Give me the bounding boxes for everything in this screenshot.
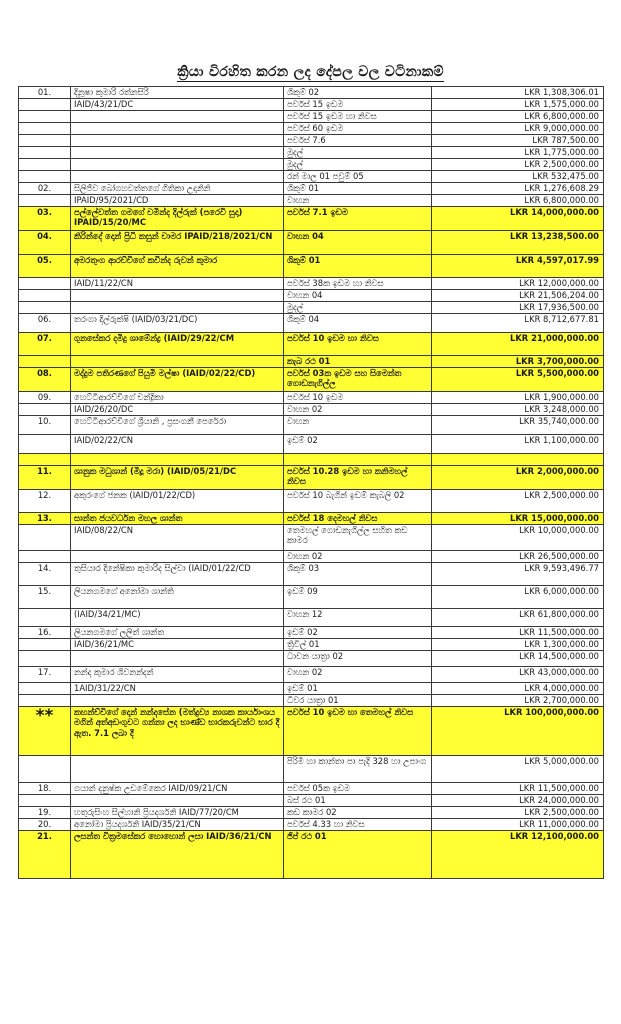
row-number: 01. <box>19 87 71 99</box>
title-text: ක්‍රියා විරහිත කරන ලද දේපල වල වටිනාකම් <box>177 64 444 80</box>
asset-description: පර්වස් 7.6 <box>284 135 432 147</box>
row-number <box>19 278 71 290</box>
table-row <box>19 551 604 563</box>
asset-description: ශිකුම් 01 <box>284 255 432 278</box>
suspect-name <box>71 551 284 563</box>
table-row <box>19 356 604 368</box>
asset-value: LKR 24,000,000.00 <box>432 795 604 807</box>
asset-description: පර්වස් 60 ඉඩම <box>284 123 432 135</box>
row-number <box>19 171 71 183</box>
asset-value: LKR 5,000,000.00 <box>432 756 604 783</box>
asset-description: වාහන 12 <box>284 609 432 627</box>
asset-description: පර්වස් 10 ඉඩම හා තෙමහල් නිවස <box>284 707 432 756</box>
row-number: 07. <box>19 333 71 356</box>
asset-value: LKR 15,000,000.00 <box>432 513 604 525</box>
row-number <box>19 551 71 563</box>
asset-description: රන් මාල 01 පවුම් 05 <box>284 171 432 183</box>
table-row <box>19 99 604 111</box>
asset-description: පිරිමි හා කාන්තා පා පැදි 328 හා උපාංග <box>284 756 432 783</box>
table-row <box>19 651 604 667</box>
row-number: 11. <box>19 466 71 490</box>
asset-value: LKR 1,775,000.00 <box>432 147 604 159</box>
table-row <box>19 290 604 302</box>
table-row <box>19 435 604 454</box>
asset-value: LKR 9,593,496.77 <box>432 563 604 586</box>
row-number <box>19 290 71 302</box>
asset-value: LKR 14,000,000.00 <box>432 207 604 231</box>
row-number <box>19 111 71 123</box>
suspect-name: කහන්ච්චිගේ දොන් නන්දසේන (මත්ද්‍රව්‍ය නාශක කාර්යාංශය මගින් අත්අඩංගුවට ගන්නා ලද භාණ්ඩ භාරකරුවන්ට භාර දී ඇත. 7.1 ලබා දී <box>71 707 284 756</box>
row-number <box>19 147 71 159</box>
row-number <box>19 683 71 695</box>
asset-value: LKR 35,740,000.00 <box>432 416 604 435</box>
table-row <box>19 466 604 490</box>
table-row <box>19 171 604 183</box>
asset-description: ධීවර යාත්‍රා 01 <box>284 695 432 707</box>
suspect-name: අනෝමා ප්‍රියදර්ශනි IAID/35/21/CN <box>71 819 284 831</box>
suspect-name: IAID/36/21/MC <box>71 639 284 651</box>
table-row <box>19 683 604 695</box>
suspect-name: ගුනසේකර දමිදු ශාමේන්ද්‍ර (IAID/29/22/CM <box>71 333 284 356</box>
suspect-name: ගයාන් දනුෂ්ක උඩමේකෙර IAID/09/21/CN <box>71 783 284 795</box>
asset-description: ශිකුම් 03 <box>284 563 432 586</box>
table-row <box>19 87 604 99</box>
asset-value <box>432 454 604 466</box>
suspect-name: හතුරුසිංහ සිල්හානි ප්‍රියදර්ශනි IAID/77/20/CM <box>71 807 284 819</box>
asset-value: LKR 3,248,000.00 <box>432 404 604 416</box>
asset-description: ධාවන යාත්‍රා 02 <box>284 651 432 667</box>
row-number: 10. <box>19 416 71 435</box>
asset-description: බස් රථ 01 <box>284 795 432 807</box>
table-row <box>19 627 604 639</box>
asset-description <box>284 454 432 466</box>
asset-description: වාහන 04 <box>284 290 432 302</box>
asset-description: ශිකුම් 04 <box>284 314 432 333</box>
asset-value: LKR 8,712,677.81 <box>432 314 604 333</box>
row-number: 02. <box>19 183 71 195</box>
asset-description: පර්වස් 38ක ඉඩම හා නිවස <box>284 278 432 290</box>
asset-value: LKR 100,000,000.00 <box>432 707 604 756</box>
table-row <box>19 454 604 466</box>
table-row <box>19 525 604 551</box>
table-row <box>19 147 604 159</box>
asset-description: ශිකුම් 02 <box>284 87 432 99</box>
asset-description: පර්වස් 10.28 ඉඩම හා කනිමහල් නිවස <box>284 466 432 490</box>
asset-value: LKR 6,800,000.00 <box>432 195 604 207</box>
suspect-name <box>71 302 284 314</box>
row-number <box>19 609 71 627</box>
suspect-name: IAID/11/22/CN <box>71 278 284 290</box>
row-number: 05. <box>19 255 71 278</box>
row-number <box>19 756 71 783</box>
asset-description: කැබ රථ 01 <box>284 356 432 368</box>
row-number <box>19 435 71 454</box>
table-row <box>19 783 604 795</box>
asset-description: ඉඩම් 02 <box>284 435 432 454</box>
asset-description: පර්වස් 15 ඉඩම <box>284 99 432 111</box>
asset-description: ජිප් රථ 01 <box>284 831 432 879</box>
asset-value: LKR 5,500,000.00 <box>432 368 604 392</box>
asset-description: පර්වස් 10 බැගින් ඉඩම් කැබලි 02 <box>284 490 432 513</box>
asset-description: මුදල් <box>284 159 432 171</box>
asset-description: වාහන <box>284 195 432 207</box>
asset-value: LKR 2,000,000.00 <box>432 466 604 490</box>
asset-description: ඉඩම් 09 <box>284 586 432 609</box>
suspect-name: අකුරංගේ ජනක (IAID/01/22/CD) <box>71 490 284 513</box>
table-row <box>19 416 604 435</box>
asset-description: පර්වස් 05ක ඉඩම <box>284 783 432 795</box>
table-row <box>19 195 604 207</box>
row-number: 17. <box>19 667 71 683</box>
table-row <box>19 831 604 879</box>
asset-description: මුදල් <box>284 302 432 314</box>
suspect-name: IAID/43/21/DC <box>71 99 284 111</box>
table-row <box>19 123 604 135</box>
asset-description: ඉඩම් 02 <box>284 627 432 639</box>
asset-value: LKR 1,900,000.00 <box>432 392 604 404</box>
table-row <box>19 231 604 255</box>
row-number: 20. <box>19 819 71 831</box>
table-row <box>19 255 604 278</box>
suspect-name: ලසන්ත වික්‍රමසේකර හොහොන් ලසා IAID/36/21/CN <box>71 831 284 879</box>
asset-description: වාහන 02 <box>284 551 432 563</box>
asset-description: පර්වස් 10 ඉඩම <box>284 392 432 404</box>
asset-value: LKR 1,308,306.01 <box>432 87 604 99</box>
asset-description: පර්වස් 4.33 හා නිවස <box>284 819 432 831</box>
asset-value: LKR 12,000,000.00 <box>432 278 604 290</box>
row-number <box>19 795 71 807</box>
suspect-name: (IAID/34/21/MC) <box>71 609 284 627</box>
suspect-name: නන්ද කුමාර ශිවනන්දන් <box>71 667 284 683</box>
asset-value: LKR 2,500,000.00 <box>432 159 604 171</box>
row-number: 18. <box>19 783 71 795</box>
asset-value: LKR 1,300,000.00 <box>432 639 604 651</box>
table-row <box>19 392 604 404</box>
suspect-name <box>71 111 284 123</box>
asset-description: ඉඩම් 01 <box>284 683 432 695</box>
table-row <box>19 490 604 513</box>
asset-value: LKR 1,100,000.00 <box>432 435 604 454</box>
asset-value: LKR 1,276,608.29 <box>432 183 604 195</box>
asset-value: LKR 1,575,000.00 <box>432 99 604 111</box>
suspect-name <box>71 135 284 147</box>
row-number <box>19 695 71 707</box>
asset-description: පර්වස් 18 දෙමහල් නිවස <box>284 513 432 525</box>
table-row <box>19 207 604 231</box>
table-row <box>19 756 604 783</box>
row-number: 12. <box>19 490 71 513</box>
suspect-name <box>71 290 284 302</box>
asset-value: LKR 61,800,000.00 <box>432 609 604 627</box>
suspect-name <box>71 795 284 807</box>
asset-value: LKR 4,000,000.00 <box>432 683 604 695</box>
row-number: 03. <box>19 207 71 231</box>
table-row <box>19 819 604 831</box>
table-row <box>19 135 604 147</box>
asset-description: පර්වස් 7.1 ඉඩම <box>284 207 432 231</box>
row-number <box>19 123 71 135</box>
suspect-name <box>71 695 284 707</box>
suspect-name: හෙට්ටිආරච්චිගේ ශ්‍රියානි , ප්‍රසංගනී පෙරේරා <box>71 416 284 435</box>
asset-table <box>18 86 604 879</box>
table-row <box>19 314 604 333</box>
row-number: 08. <box>19 368 71 392</box>
row-number: 06. <box>19 314 71 333</box>
asset-description: ශිකුම් 01 <box>284 183 432 195</box>
asset-value: LKR 12,100,000.00 <box>432 831 604 879</box>
asset-value: LKR 43,000,000.00 <box>432 667 604 683</box>
asset-value: LKR 3,700,000.00 <box>432 356 604 368</box>
asset-value: LKR 2,500,000.00 <box>432 490 604 513</box>
asset-value: LKR 11,500,000.00 <box>432 627 604 639</box>
asset-description: වාහන 02 <box>284 404 432 416</box>
row-number <box>19 404 71 416</box>
page-title <box>0 64 621 80</box>
table-row <box>19 707 604 756</box>
table-row <box>19 586 604 609</box>
asset-value: LKR 6,000,000.00 <box>432 586 604 609</box>
suspect-name: ලියනගමගේ අනෝමා ශාන්ති <box>71 586 284 609</box>
asset-value: LKR 21,000,000.00 <box>432 333 604 356</box>
suspect-name: සාන්ත ජයවර්ධන මහල ශාන්ත <box>71 513 284 525</box>
row-number: 21. <box>19 831 71 879</box>
row-number: 16. <box>19 627 71 639</box>
asset-value: LKR 17,936,500.00 <box>432 302 604 314</box>
row-number <box>19 651 71 667</box>
row-number <box>19 195 71 207</box>
suspect-name <box>71 356 284 368</box>
row-number: 14. <box>19 563 71 586</box>
suspect-name: මද්දුම පතිරණගේ පියුමි මල්ෂා (IAID/02/22/CD) <box>71 368 284 392</box>
table-row <box>19 695 604 707</box>
asset-description: ත්‍රිවිල් 01 <box>284 639 432 651</box>
suspect-name: සිලිජිව බෝගහවත්තගේ ගිතිකා උදානිනි <box>71 183 284 195</box>
table-row <box>19 667 604 683</box>
suspect-name: තුසියාර දිනේෂිකා කුමාරිද සිල්වා (IAID/01/22/CD <box>71 563 284 586</box>
table-row <box>19 563 604 586</box>
row-number: 19. <box>19 807 71 819</box>
row-number <box>19 639 71 651</box>
asset-value: LKR 9,000,000.00 <box>432 123 604 135</box>
table-row <box>19 278 604 290</box>
suspect-name: ශානුක මධුශාන් (මීදූ මරා) (IAID/05/21/DC <box>71 466 284 490</box>
suspect-name <box>71 454 284 466</box>
asset-value: LKR 787,500.00 <box>432 135 604 147</box>
table-row <box>19 183 604 195</box>
table-row <box>19 368 604 392</box>
asset-description: පර්වස් 03ක ඉඩම සහ සිමෙන්ත ගොඩනැගිල්ල <box>284 368 432 392</box>
row-number <box>19 159 71 171</box>
asset-description: වාහන <box>284 416 432 435</box>
row-number <box>19 135 71 147</box>
asset-description: වාහන 02 <box>284 667 432 683</box>
table-row <box>19 513 604 525</box>
asset-value: LKR 13,238,500.00 <box>432 231 604 255</box>
asset-description: මුදල් <box>284 147 432 159</box>
table-row <box>19 639 604 651</box>
asset-value: LKR 2,700,000.00 <box>432 695 604 707</box>
asset-value: LKR 2,500,000.00 <box>432 807 604 819</box>
suspect-name <box>71 756 284 783</box>
row-number: 09. <box>19 392 71 404</box>
asset-value: LKR 21,506,204.00 <box>432 290 604 302</box>
asset-value: LKR 26,500,000.00 <box>432 551 604 563</box>
row-number: 04. <box>19 231 71 255</box>
asset-value: LKR 11,500,000.00 <box>432 783 604 795</box>
row-number <box>19 99 71 111</box>
asset-description: වාහන 04 <box>284 231 432 255</box>
table-row <box>19 111 604 123</box>
suspect-name <box>71 651 284 667</box>
asset-table-body <box>19 87 604 879</box>
suspect-name: IAID/08/22/CN <box>71 525 284 551</box>
table-row <box>19 807 604 819</box>
asset-value: LKR 11,000,000.00 <box>432 819 604 831</box>
suspect-name: අමරතුංග ආරච්චිගේ කවින්ද රුවන් කුමාර <box>71 255 284 278</box>
asset-value: LKR 6,800,000.00 <box>432 111 604 123</box>
asset-value: LKR 4,597,017.99 <box>432 255 604 278</box>
suspect-name <box>71 159 284 171</box>
suspect-name: කිරින්දේ දොන් ප්‍රිධි කසුන් චාමර IPAID/218/2021/CN <box>71 231 284 255</box>
table-row <box>19 302 604 314</box>
table-row <box>19 795 604 807</box>
suspect-name: IAID/26/20/DC <box>71 404 284 416</box>
suspect-name: හෙට්ටිආරච්චිගේ චන්ද්‍රිකා <box>71 392 284 404</box>
asset-value: LKR 10,000,000.00 <box>432 525 604 551</box>
suspect-name: ලියනගමගේ ලලිත් ශාන්ත <box>71 627 284 639</box>
asset-value: LKR 532,475.00 <box>432 171 604 183</box>
asset-description: පර්වස් 15 ඉඩම හා නිවස <box>284 111 432 123</box>
suspect-name: 1AID/31/22/CN <box>71 683 284 695</box>
suspect-name <box>71 147 284 159</box>
table-row <box>19 333 604 356</box>
suspect-name: IAID/02/22/CN <box>71 435 284 454</box>
row-number <box>19 356 71 368</box>
row-number: 13. <box>19 513 71 525</box>
suspect-name: දිනූෂා කුමාරි රත්නසිරි <box>71 87 284 99</box>
row-number <box>19 302 71 314</box>
table-row <box>19 609 604 627</box>
suspect-name: තරංගා දිල්රුක්ෂි (IAID/03/21/DC) <box>71 314 284 333</box>
suspect-name <box>71 171 284 183</box>
asset-description: තෙමහල් ගොඩනැගිල්ල සහිත කඩ කාමර <box>284 525 432 551</box>
suspect-name: IPAID/95/2021/CD <box>71 195 284 207</box>
table-row <box>19 404 604 416</box>
row-number: 15. <box>19 586 71 609</box>
table-row <box>19 159 604 171</box>
asset-description: පර්වස් 10 ඉඩම හා නිවස <box>284 333 432 356</box>
row-number: ** <box>19 707 71 756</box>
suspect-name: පල්ලේවත්ත ගමගේ චමින්ද දිල්රුක් (පරෙවි සුදා) IPAID/15/20/MC <box>71 207 284 231</box>
asset-description: කඩ කාමර 02 <box>284 807 432 819</box>
row-number <box>19 454 71 466</box>
suspect-name <box>71 123 284 135</box>
asset-value: LKR 14,500,000.00 <box>432 651 604 667</box>
row-number <box>19 525 71 551</box>
